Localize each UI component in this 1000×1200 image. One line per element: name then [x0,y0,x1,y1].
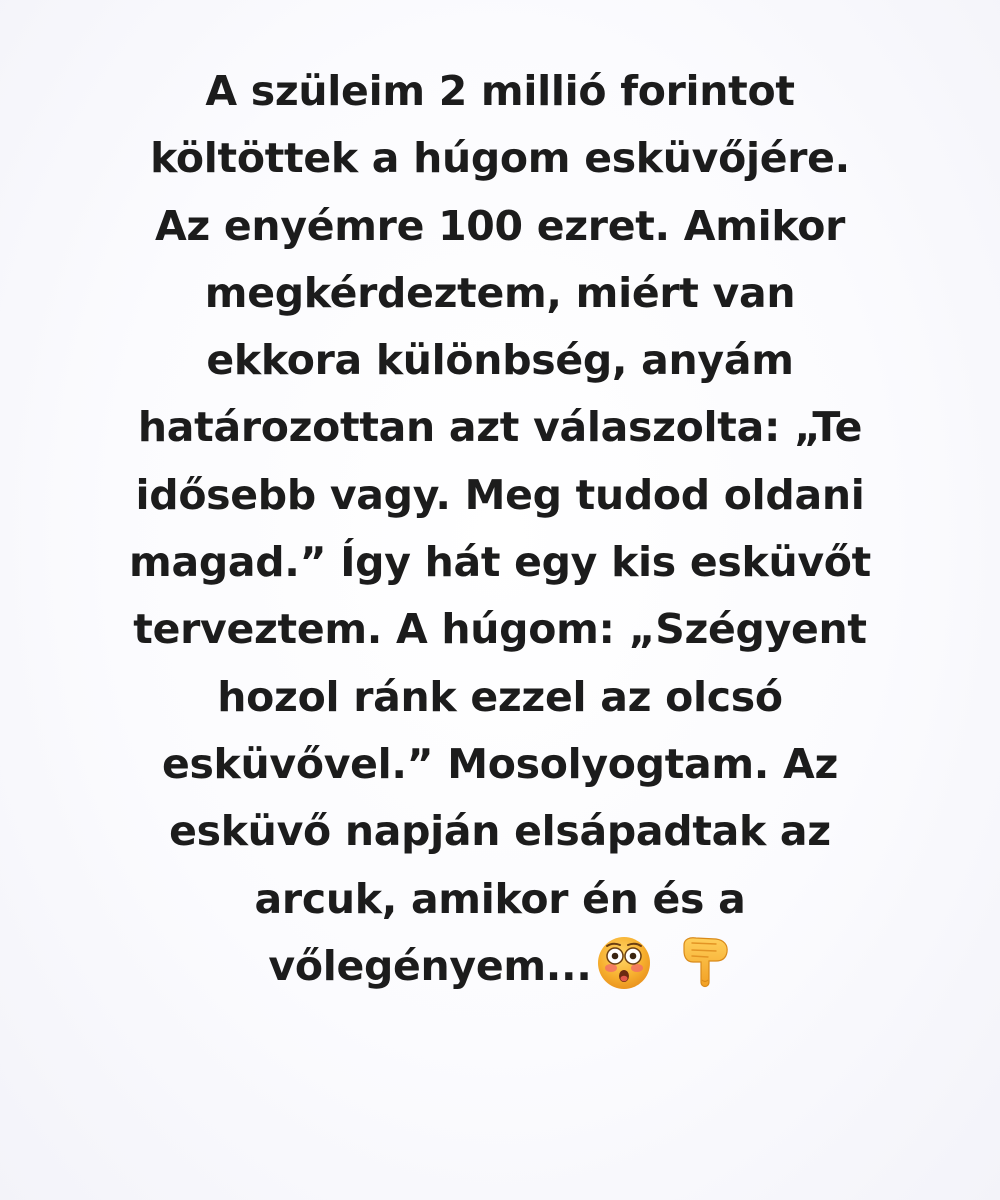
story-line-13: arcuk, amikor én és a [254,874,746,923]
story-line-4: megkérdeztem, miért van [204,268,796,317]
story-line-9: terveztem. A húgom: „Szégyent [133,605,867,654]
story-line-14 [40,933,960,1000]
story-line-10: hozol ránk ezzel az olcsó [217,672,783,721]
story-line-2: költöttek a húgom esküvőjére. [150,134,850,183]
story-line-11: esküvővel.” Mosolyogtam. Az [161,739,839,788]
story-line-12: esküvő napján elsápadtak az [169,807,831,856]
story-last-words: vőlegényem... [268,941,592,990]
story-line-3: Az enyémre 100 ezret. Amikor [154,201,846,250]
story-text [40,58,960,1000]
story-line-6: határozottan azt válaszolta: „Te [137,403,863,452]
flushed-face-icon [596,935,652,991]
story-line-1: A szüleim 2 millió forintot [205,67,795,115]
story-line-8: magad.” Így hát egy kis esküvőt [129,538,871,587]
story-line-7: idősebb vagy. Meg tudod oldani [135,470,865,519]
story-line-5: ekkora különbség, anyám [206,336,794,385]
pointing-down-hand-icon [678,935,732,991]
